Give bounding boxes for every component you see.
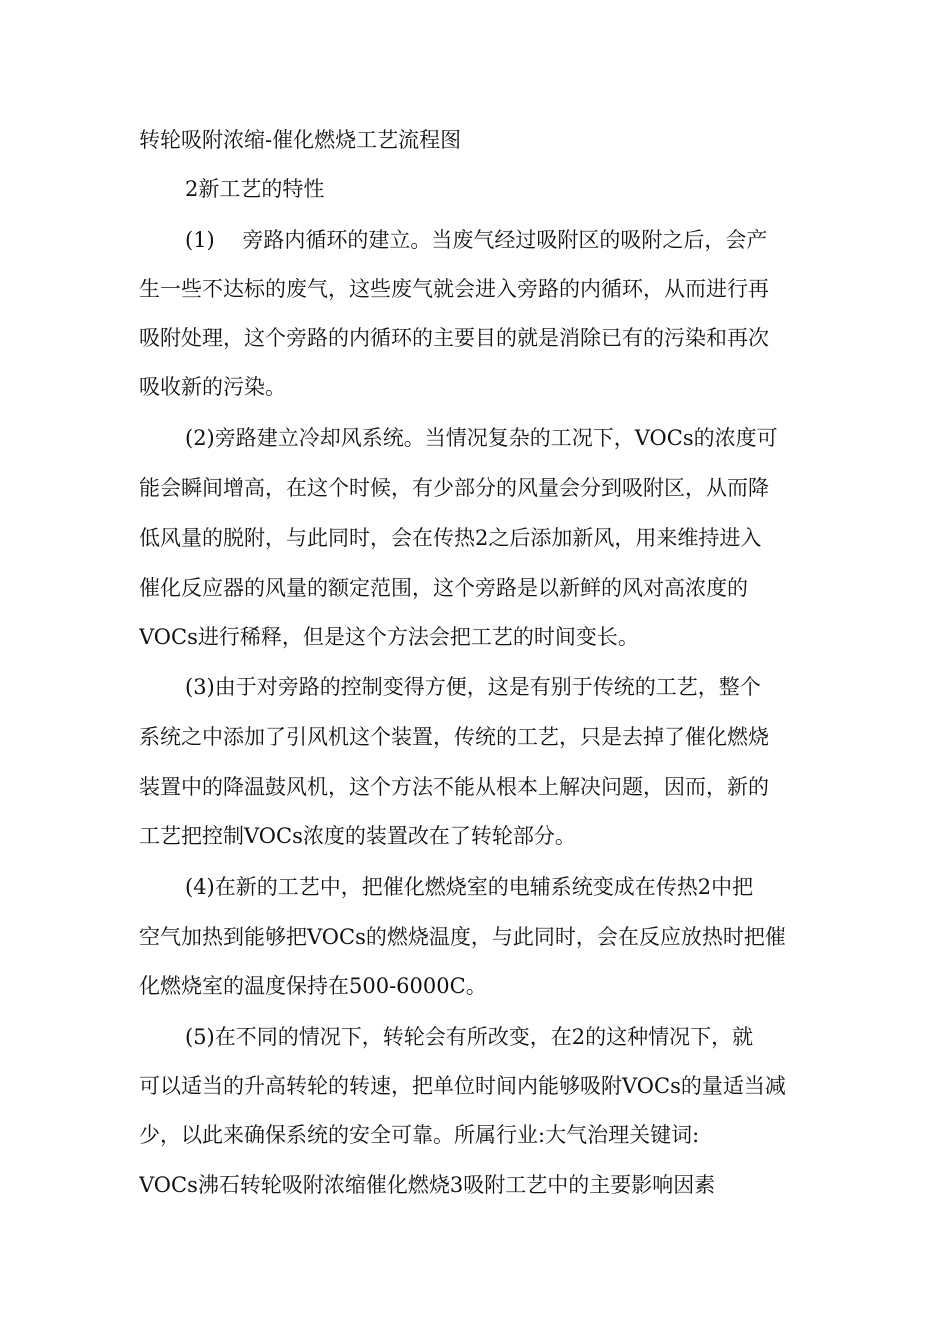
paragraph-2-line-4: 催化反应器的风量的额定范围，这个旁路是以新鲜的风对高浓度的 — [139, 576, 748, 600]
paragraph-3-line-2: 系统之中添加了引风机这个装置，传统的工艺，只是去掉了催化燃烧 — [139, 725, 769, 749]
paragraph-3-line-1: (3)由于对旁路的控制变得方便，这是有别于传统的工艺，整个 — [185, 675, 761, 699]
paragraph-2-line-2: 能会瞬间增高，在这个时候，有少部分的风量会分到吸附区，从而降 — [139, 476, 769, 500]
section-heading: 2新工艺的特性 — [185, 177, 325, 201]
paragraph-3-line-4: 工艺把控制VOCs浓度的装置改在了转轮部分。 — [139, 824, 576, 848]
paragraph-1-line-4: 吸收新的污染。 — [139, 375, 286, 399]
paragraph-5-line-1: (5)在不同的情况下，转轮会有所改变，在2的这种情况下，就 — [185, 1025, 754, 1049]
paragraph-4-line-3: 化燃烧室的温度保持在500-6000C。 — [139, 974, 487, 998]
paragraph-2-line-1: (2)旁路建立冷却风系统。当情况复杂的工况下，VOCs的浓度可 — [185, 426, 778, 450]
paragraph-5-line-4: VOCs沸石转轮吸附浓缩催化燃烧3吸附工艺中的主要影响因素 — [139, 1173, 716, 1197]
paragraph-3-line-3: 装置中的降温鼓风机，这个方法不能从根本上解决问题，因而，新的 — [139, 775, 769, 799]
paragraph-1-line-1: (1) 旁路内循环的建立。当废气经过吸附区的吸附之后，会产 — [185, 228, 768, 252]
paragraph-1-line-2: 生一些不达标的废气，这些废气就会进入旁路的内循环，从而进行再 — [139, 277, 769, 301]
paragraph-5-line-2: 可以适当的升高转轮的转速，把单位时间内能够吸附VOCs的量适当减 — [139, 1074, 786, 1098]
paragraph-4-line-2: 空气加热到能够把VOCs的燃烧温度，与此同时，会在反应放热时把催 — [139, 925, 786, 949]
paragraph-5-line-3: 少，以此来确保系统的安全可靠。所属行业:大气治理关键词: — [139, 1123, 700, 1147]
paragraph-1-line-3: 吸附处理，这个旁路的内循环的主要目的就是消除已有的污染和再次 — [139, 326, 769, 350]
figure-caption: 转轮吸附浓缩-催化燃烧工艺流程图 — [139, 128, 462, 152]
paragraph-4-line-1: (4)在新的工艺中，把催化燃烧室的电辅系统变成在传热2中把 — [185, 875, 754, 899]
paragraph-2-line-3: 低风量的脱附，与此同时，会在传热2之后添加新风，用来维持进入 — [139, 526, 762, 550]
paragraph-2-line-5: VOCs进行稀释，但是这个方法会把工艺的时间变长。 — [139, 625, 639, 649]
